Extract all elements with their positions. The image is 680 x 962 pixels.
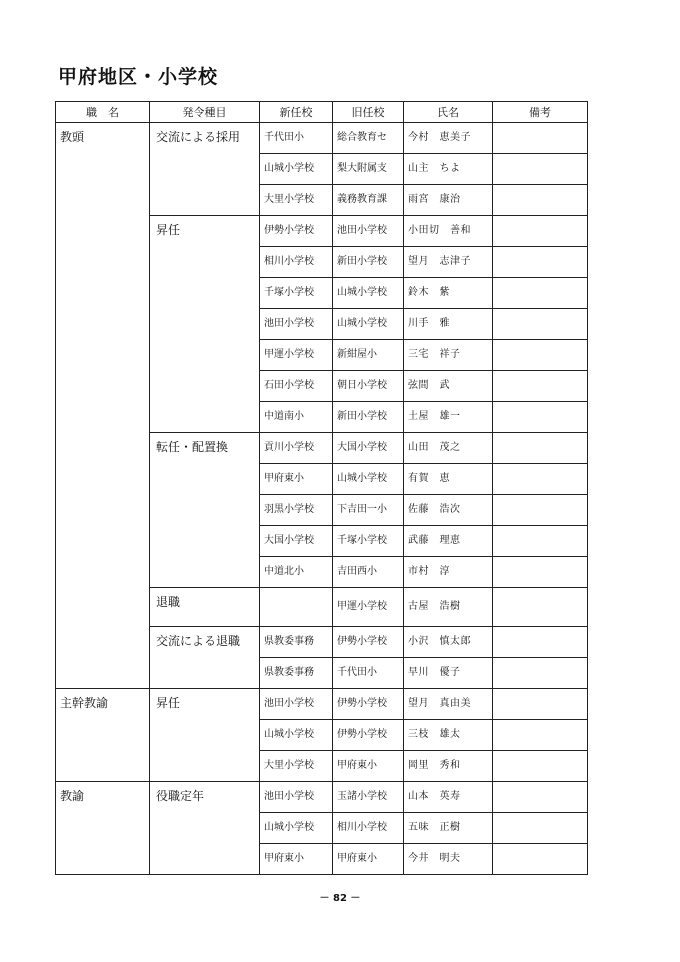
remarks-cell bbox=[493, 216, 588, 247]
new-school-cell: 千塚小学校 bbox=[260, 278, 333, 309]
remarks-cell bbox=[493, 185, 588, 216]
remarks-cell bbox=[493, 371, 588, 402]
appointment-type-cell: 昇任 bbox=[150, 216, 260, 433]
appointment-type-cell: 交流による採用 bbox=[150, 123, 260, 216]
previous-school-cell: 新紺屋小 bbox=[333, 340, 404, 371]
name-cell: 岡里 秀和 bbox=[404, 751, 493, 782]
name-cell: 早川 優子 bbox=[404, 658, 493, 689]
new-school-cell: 大国小学校 bbox=[260, 526, 333, 557]
name-cell: 川手 雅 bbox=[404, 309, 493, 340]
remarks-cell bbox=[493, 309, 588, 340]
name-cell: 武藤 理恵 bbox=[404, 526, 493, 557]
name-cell: 望月 志津子 bbox=[404, 247, 493, 278]
new-school-cell: 池田小学校 bbox=[260, 309, 333, 340]
name-cell: 雨宮 康治 bbox=[404, 185, 493, 216]
name-cell: 三枝 雄太 bbox=[404, 720, 493, 751]
new-school-cell: 中道北小 bbox=[260, 557, 333, 588]
previous-school-cell: 山城小学校 bbox=[333, 464, 404, 495]
new-school-cell bbox=[260, 588, 333, 627]
name-cell: 古屋 浩樹 bbox=[404, 588, 493, 627]
appointment-type-cell: 昇任 bbox=[150, 689, 260, 782]
remarks-cell bbox=[493, 433, 588, 464]
previous-school-cell: 伊勢小学校 bbox=[333, 720, 404, 751]
remarks-cell bbox=[493, 123, 588, 154]
new-school-cell: 大里小学校 bbox=[260, 751, 333, 782]
new-school-cell: 相川小学校 bbox=[260, 247, 333, 278]
table-header-row bbox=[56, 102, 588, 123]
previous-school-cell: 梨大附属支 bbox=[333, 154, 404, 185]
remarks-cell bbox=[493, 340, 588, 371]
new-school-cell: 山城小学校 bbox=[260, 154, 333, 185]
position-cell: 主幹教諭 bbox=[56, 689, 150, 782]
header-previous-school: 旧任校 bbox=[333, 102, 404, 123]
name-cell: 山田 茂之 bbox=[404, 433, 493, 464]
appointment-type-cell: 役職定年 bbox=[150, 782, 260, 875]
previous-school-cell: 伊勢小学校 bbox=[333, 627, 404, 658]
previous-school-cell: 甲運小学校 bbox=[333, 588, 404, 627]
name-cell: 今井 明夫 bbox=[404, 844, 493, 875]
name-cell: 五味 正樹 bbox=[404, 813, 493, 844]
header-remarks: 備考 bbox=[493, 102, 588, 123]
previous-school-cell: 山城小学校 bbox=[333, 278, 404, 309]
remarks-cell bbox=[493, 782, 588, 813]
new-school-cell: 羽黒小学校 bbox=[260, 495, 333, 526]
header-appointment-type: 発令種目 bbox=[150, 102, 260, 123]
name-cell: 有賀 恵 bbox=[404, 464, 493, 495]
previous-school-cell: 池田小学校 bbox=[333, 216, 404, 247]
remarks-cell bbox=[493, 247, 588, 278]
new-school-cell: 伊勢小学校 bbox=[260, 216, 333, 247]
previous-school-cell: 伊勢小学校 bbox=[333, 689, 404, 720]
name-cell: 今村 恵美子 bbox=[404, 123, 493, 154]
previous-school-cell: 千塚小学校 bbox=[333, 526, 404, 557]
table-body bbox=[56, 123, 588, 875]
position-cell: 教頭 bbox=[56, 123, 150, 689]
new-school-cell: 石田小学校 bbox=[260, 371, 333, 402]
name-cell: 山主 ちよ bbox=[404, 154, 493, 185]
remarks-cell bbox=[493, 588, 588, 627]
previous-school-cell: 玉諸小学校 bbox=[333, 782, 404, 813]
remarks-cell bbox=[493, 154, 588, 185]
name-cell: 鈴木 紫 bbox=[404, 278, 493, 309]
remarks-cell bbox=[493, 627, 588, 658]
previous-school-cell: 朝日小学校 bbox=[333, 371, 404, 402]
remarks-cell bbox=[493, 278, 588, 309]
new-school-cell: 中道南小 bbox=[260, 402, 333, 433]
new-school-cell: 千代田小 bbox=[260, 123, 333, 154]
new-school-cell: 甲府東小 bbox=[260, 844, 333, 875]
name-cell: 小沢 慎太郎 bbox=[404, 627, 493, 658]
remarks-cell bbox=[493, 844, 588, 875]
new-school-cell: 貢川小学校 bbox=[260, 433, 333, 464]
table-row bbox=[56, 782, 588, 813]
new-school-cell: 山城小学校 bbox=[260, 813, 333, 844]
table-row bbox=[56, 123, 588, 154]
remarks-cell bbox=[493, 464, 588, 495]
personnel-table bbox=[55, 101, 588, 875]
previous-school-cell: 新田小学校 bbox=[333, 247, 404, 278]
remarks-cell bbox=[493, 751, 588, 782]
page-number: － 82 － bbox=[319, 893, 361, 904]
name-cell: 小田切 善和 bbox=[404, 216, 493, 247]
new-school-cell: 池田小学校 bbox=[260, 782, 333, 813]
remarks-cell bbox=[493, 526, 588, 557]
new-school-cell: 甲府東小 bbox=[260, 464, 333, 495]
appointment-type-cell: 交流による退職 bbox=[150, 627, 260, 689]
previous-school-cell: 大国小学校 bbox=[333, 433, 404, 464]
name-cell: 土屋 雄一 bbox=[404, 402, 493, 433]
previous-school-cell: 甲府東小 bbox=[333, 751, 404, 782]
header-new-school: 新任校 bbox=[260, 102, 333, 123]
remarks-cell bbox=[493, 557, 588, 588]
appointment-type-cell: 退職 bbox=[150, 588, 260, 627]
previous-school-cell: 相川小学校 bbox=[333, 813, 404, 844]
previous-school-cell: 吉田西小 bbox=[333, 557, 404, 588]
previous-school-cell: 総合教育セ bbox=[333, 123, 404, 154]
previous-school-cell: 下吉田一小 bbox=[333, 495, 404, 526]
remarks-cell bbox=[493, 402, 588, 433]
new-school-cell: 山城小学校 bbox=[260, 720, 333, 751]
previous-school-cell: 甲府東小 bbox=[333, 844, 404, 875]
new-school-cell: 県教委事務 bbox=[260, 627, 333, 658]
name-cell: 市村 淳 bbox=[404, 557, 493, 588]
remarks-cell bbox=[493, 658, 588, 689]
page-title: 甲府地区・小学校 bbox=[58, 66, 219, 88]
appointment-type-cell: 転任・配置換 bbox=[150, 433, 260, 588]
new-school-cell: 池田小学校 bbox=[260, 689, 333, 720]
new-school-cell: 県教委事務 bbox=[260, 658, 333, 689]
previous-school-cell: 山城小学校 bbox=[333, 309, 404, 340]
position-cell: 教諭 bbox=[56, 782, 150, 875]
remarks-cell bbox=[493, 495, 588, 526]
table-row bbox=[56, 689, 588, 720]
name-cell: 望月 真由美 bbox=[404, 689, 493, 720]
remarks-cell bbox=[493, 689, 588, 720]
previous-school-cell: 千代田小 bbox=[333, 658, 404, 689]
header-position: 職 名 bbox=[56, 102, 150, 123]
remarks-cell bbox=[493, 720, 588, 751]
name-cell: 佐藤 浩次 bbox=[404, 495, 493, 526]
new-school-cell: 甲運小学校 bbox=[260, 340, 333, 371]
new-school-cell: 大里小学校 bbox=[260, 185, 333, 216]
remarks-cell bbox=[493, 813, 588, 844]
name-cell: 三宅 祥子 bbox=[404, 340, 493, 371]
previous-school-cell: 新田小学校 bbox=[333, 402, 404, 433]
header-name: 氏名 bbox=[404, 102, 493, 123]
previous-school-cell: 義務教育課 bbox=[333, 185, 404, 216]
name-cell: 弦間 武 bbox=[404, 371, 493, 402]
name-cell: 山本 英寿 bbox=[404, 782, 493, 813]
